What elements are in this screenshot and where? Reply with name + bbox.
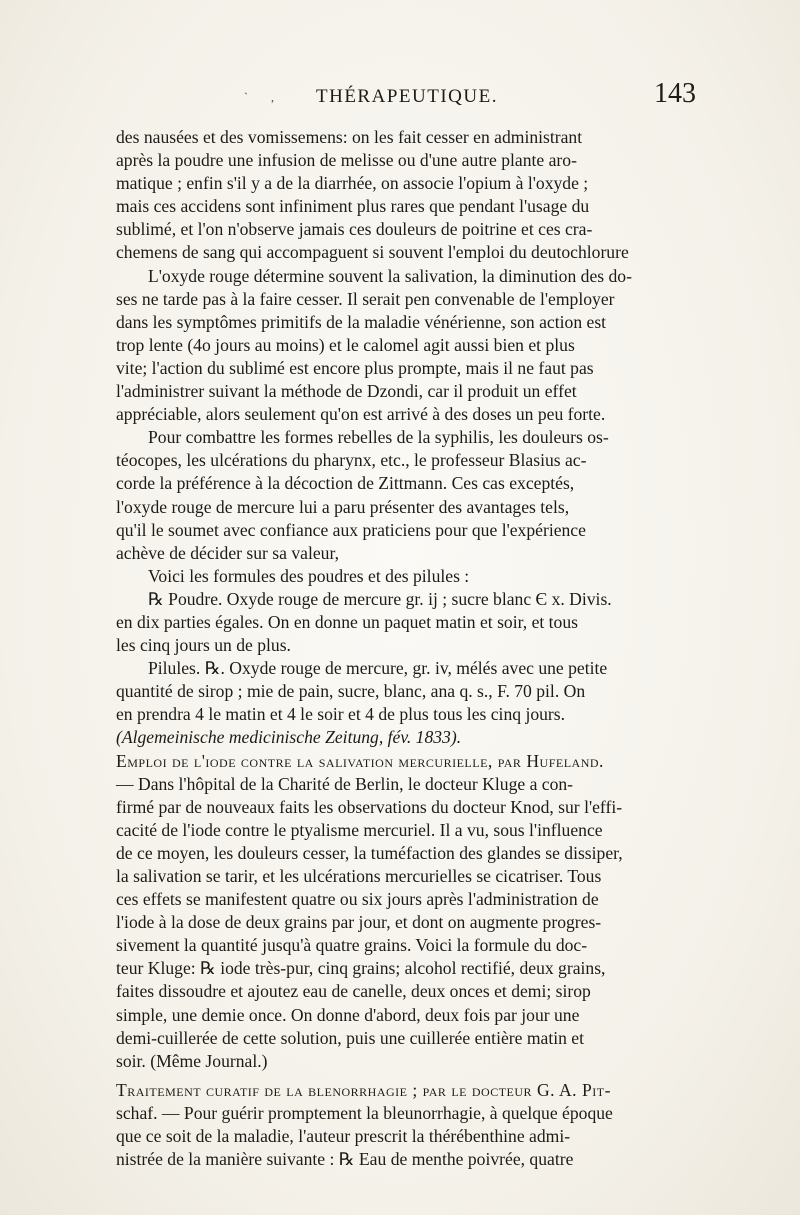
text-line: nistrée de la manière suivante : ℞ Eau de menthe poivrée, quatre	[116, 1149, 574, 1170]
text-line: ses ne tarde pas à la faire cesser. Il serait pen convenable de l'employer	[116, 288, 615, 309]
article-heading: Emploi de l'iode contre la salivation mercurielle, par Hufeland.	[116, 750, 604, 771]
text-line: les cinq jours un de plus.	[116, 635, 291, 656]
text-line: appréciable, alors seulement qu'on est arrivé à des doses un peu forte.	[116, 404, 606, 425]
text-line: téocopes, les ulcérations du pharynx, etc., le professeur Blasius ac-	[116, 450, 587, 471]
text-line: l'iode à la dose de deux grains par jour, et dont on augmente progres-	[116, 912, 602, 933]
text-line: faites dissoudre et ajoutez eau de canelle, deux onces et demi; sirop	[116, 981, 591, 1002]
text-line: chemens de sang qui accompaguent si souvent l'emploi du deutochlorure	[116, 242, 629, 263]
text-line: dans les symptômes primitifs de la maladie vénérienne, son action est	[116, 311, 607, 332]
text-line: ces effets se manifestent quatre ou six jours après l'administration de	[116, 889, 599, 910]
text-line: l'oxyde rouge de mercure lui a paru présenter des avantages tels,	[116, 496, 570, 517]
text-line: soir. (Même Journal.)	[116, 1050, 268, 1071]
text-line: quantité de sirop ; mie de pain, sucre, blanc, ana q. s., F. 70 pil. On	[116, 681, 586, 702]
text-line: corde la préférence à la décoction de Zittmann. Ces cas exceptés,	[116, 473, 575, 494]
formula-poudre	[116, 588, 696, 657]
paragraph-2	[116, 265, 696, 427]
text-line: — Dans l'hôpital de la Charité de Berlin, le docteur Kluge a con-	[116, 773, 574, 794]
paragraph-1	[116, 126, 696, 265]
paragraph-4	[116, 565, 696, 588]
text-line: en prendra 4 le matin et 4 le soir et 4 de plus tous les cinq jours.	[116, 704, 566, 725]
text-line: sublimé, et l'on n'observe jamais ces douleurs de poitrine et ces cra-	[116, 219, 593, 240]
text-line: ℞ Poudre. Oxyde rouge de mercure gr. ij ; sucre blanc Є x. Divis.	[148, 588, 612, 609]
text-line: l'administrer suivant la méthode de Dzondi, car il produit un effet	[116, 381, 577, 402]
text-line: des nausées et des vomissemens: on les fait cesser en administrant	[116, 127, 583, 147]
running-header	[116, 78, 700, 124]
article-iode	[116, 750, 696, 1073]
text-line: achève de décider sur sa valeur,	[116, 542, 340, 563]
article-heading: Traitement curatif de la blenorrhagie ; par le docteur G. A. Pit-	[116, 1079, 611, 1100]
text-line: de ce moyen, les douleurs cesser, la tuméfaction des glandes se dissiper,	[116, 842, 623, 863]
text-line: que ce soit de la maladie, l'auteur prescrit la thérébenthine admi-	[116, 1126, 571, 1147]
article-blenorrhagie	[116, 1079, 696, 1171]
page-body	[116, 126, 696, 1171]
text-line: Pour combattre les formes rebelles de la syphilis, les douleurs os-	[148, 427, 609, 448]
page-number: 143	[654, 78, 696, 109]
text-line: en dix parties égales. On en donne un paquet matin et soir, et tous	[116, 611, 578, 632]
text-line: teur Kluge: ℞ iode très-pur, cinq grains; alcohol rectifié, deux grains,	[116, 958, 606, 979]
text-line: matique ; enfin s'il y a de la diarrhée, on associe l'opium à l'oxyde ;	[116, 173, 589, 194]
text-line: vite; l'action du sublimé est encore plus prompte, mais il ne faut pas	[116, 357, 594, 378]
text-line: mais ces accidens sont infiniment plus rares que pendant l'usage du	[116, 196, 590, 217]
text-line: schaf. — Pour guérir promptement la bleunorrhagie, à quelque époque	[116, 1102, 613, 1123]
text-line: cacité de l'iode contre le ptyalisme mercuriel. Il a vu, sous l'influence	[116, 819, 603, 840]
text-line: Pilules. ℞. Oxyde rouge de mercure, gr. iv, mélés avec une petite	[148, 658, 608, 679]
text-line: après la poudre une infusion de melisse ou d'une autre plante aro-	[116, 150, 577, 171]
text-line: qu'il le soumet avec confiance aux praticiens pour que l'expérience	[116, 519, 586, 540]
text-line: firmé par de nouveaux faits les observations du docteur Knod, sur l'effi-	[116, 796, 623, 817]
text-line: demi-cuillerée de cette solution, puis une cuillerée entière matin et	[116, 1027, 584, 1048]
text-line: L'oxyde rouge détermine souvent la salivation, la diminution des do-	[148, 265, 632, 286]
text-line: trop lente (4o jours au moins) et le calomel agit aussi bien et plus	[116, 334, 575, 355]
text-line: simple, une demie once. On donne d'abord, deux fois par jour une	[116, 1004, 580, 1025]
text-line: Voici les formules des poudres et des pilules :	[148, 565, 470, 586]
text-line: sivement la quantité jusqu'à quatre grains. Voici la formule du doc-	[116, 935, 588, 956]
formula-pilules	[116, 657, 696, 749]
citation-line: (Algemeinische medicinische Zeitung, fév. 1833).	[116, 727, 462, 748]
header-marks: ` ,	[244, 90, 284, 104]
running-title: THÉRAPEUTIQUE.	[316, 86, 498, 107]
paragraph-3	[116, 426, 696, 565]
text-line: la salivation se tarir, et les ulcérations mercurielles se cicatriser. Tous	[116, 866, 602, 886]
